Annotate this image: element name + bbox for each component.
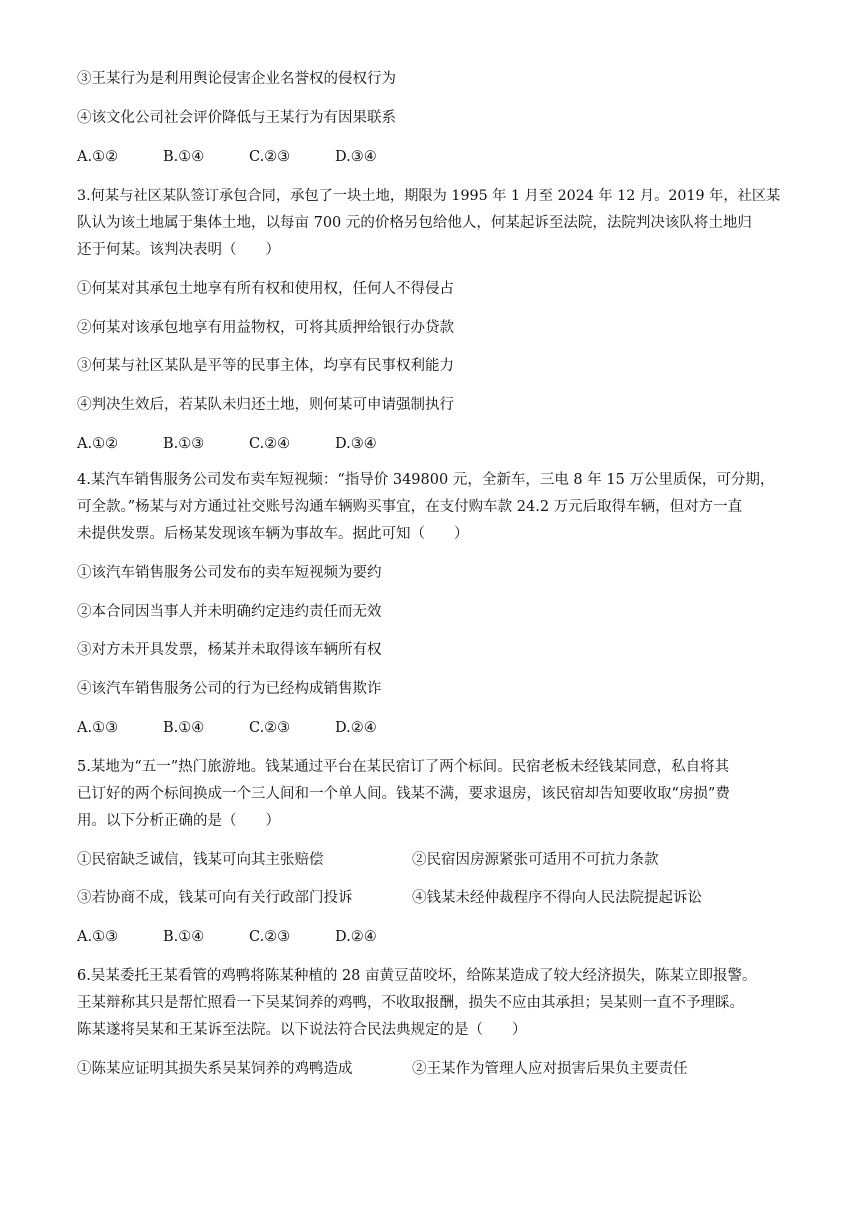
q5-choice-c: C.②③ xyxy=(249,929,291,945)
q4-choice-a: A.①③ xyxy=(77,720,119,736)
q6-stem-line-2: 王某辩称其只是帮忙照看一下吴某饲养的鸡鸭，不收取报酬，损失不应由其承担；吴某则一直不予理睬。 xyxy=(77,995,744,1011)
q2-choice-c: C.②③ xyxy=(249,149,291,165)
q3-stem-line-3: 还于何某。该判决表明（ ） xyxy=(77,242,280,258)
q6-options-row-1 xyxy=(77,1059,688,1079)
q2-option-3: ③王某行为是利用舆论侵害企业名誉权的侵权行为 xyxy=(77,71,396,87)
q2-choice-a: A.①② xyxy=(77,149,119,165)
q4-option-3: ③对方未开具发票，杨某并未取得该车辆所有权 xyxy=(77,642,382,658)
q3-choice-c: C.②④ xyxy=(249,436,291,452)
q3-choice-a: A.①② xyxy=(77,436,119,452)
q2-choice-d: D.③④ xyxy=(335,149,377,165)
q3-option-2: ②何某对该承包地享有用益物权，可将其质押给银行办贷款 xyxy=(77,320,454,336)
q5-option-1: ①民宿缺乏诚信，钱某可向其主张赔偿 xyxy=(77,852,324,868)
q3-stem-line-2: 队认为该土地属于集体土地，以每亩 700 元的价格另包给他人，何某起诉至法院，法院判决该队将土地归 xyxy=(77,215,752,231)
q5-stem-line-1: 5.某地为“五一”热门旅游地。钱某通过平台在某民宿订了两个标间。民宿老板未经钱某同意，私自将其 xyxy=(77,759,730,775)
q4-choices xyxy=(77,718,421,738)
q5-option-4: ④钱某未经仲裁程序不得向人民法院提起诉讼 xyxy=(412,890,702,906)
q2-choice-b: B.①④ xyxy=(163,149,205,165)
q5-option-2: ②民宿因房源紧张可适用不可抗力条款 xyxy=(412,852,659,868)
q6-stem-line-3: 陈某遂将吴某和王某诉至法院。以下说法符合民法典规定的是（ ） xyxy=(77,1022,527,1038)
q5-choice-a: A.①③ xyxy=(77,929,119,945)
q2-choices xyxy=(77,147,421,167)
q5-choice-b: B.①④ xyxy=(163,929,205,945)
q5-choice-d: D.②④ xyxy=(335,929,377,945)
q3-choice-d: D.③④ xyxy=(335,436,377,452)
q4-option-2: ②本合同因当事人并未明确约定违约责任而无效 xyxy=(77,604,382,620)
q4-choice-b: B.①④ xyxy=(163,720,205,736)
q5-option-3: ③若协商不成，钱某可向有关行政部门投诉 xyxy=(77,890,353,906)
q3-stem-line-1: 3.何某与社区某队签订承包合同，承包了一块土地，期限为 1995 年 1 月至 2024 年 12 月。2019 年，社区某 xyxy=(77,188,781,204)
q4-option-1: ①该汽车销售服务公司发布的卖车短视频为要约 xyxy=(77,565,382,581)
q6-stem-line-1: 6.吴某委托王某看管的鸡鸭将陈某种植的 28 亩黄豆苗咬坏，给陈某造成了较大经济损失，陈某立即报警。 xyxy=(77,968,757,984)
q4-choice-d: D.②④ xyxy=(335,720,377,736)
q3-choices xyxy=(77,434,421,454)
q5-choices xyxy=(77,927,421,947)
q6-option-2: ②王某作为管理人应对损害后果负主要责任 xyxy=(412,1061,688,1077)
q5-options-row-1 xyxy=(77,850,659,870)
q3-option-3: ③何某与社区某队是平等的民事主体，均享有民事权利能力 xyxy=(77,358,454,374)
q3-option-1: ①何某对其承包土地享有所有权和使用权，任何人不得侵占 xyxy=(77,281,454,297)
q4-option-4: ④该汽车销售服务公司的行为已经构成销售欺诈 xyxy=(77,681,382,697)
q3-choice-b: B.①③ xyxy=(163,436,205,452)
q5-options-row-2 xyxy=(77,888,702,908)
q4-stem-line-1: 4.某汽车销售服务公司发布卖车短视频：“指导价 349800 元，全新车，三电 8 年 15 万公里质保，可分期， xyxy=(77,472,775,488)
q4-stem-line-2: 可全款。”杨某与对方通过社交账号沟通车辆购买事宜，在支付购车款 24.2 万元后取得车辆，但对方一直 xyxy=(77,499,743,515)
q2-option-4: ④该文化公司社会评价降低与王某行为有因果联系 xyxy=(77,110,396,126)
q6-option-1: ①陈某应证明其损失系吴某饲养的鸡鸭造成 xyxy=(77,1061,353,1077)
q4-stem-line-3: 未提供发票。后杨某发现该车辆为事故车。据此可知（ ） xyxy=(77,526,469,542)
q3-option-4: ④判决生效后，若某队未归还土地，则何某可申请强制执行 xyxy=(77,397,454,413)
q4-choice-c: C.②③ xyxy=(249,720,291,736)
q5-stem-line-3: 用。以下分析正确的是（ ） xyxy=(77,813,280,829)
q5-stem-line-2: 已订好的两个标间换成一个三人间和一个单人间。钱某不满，要求退房，该民宿却告知要收取“房损”费 xyxy=(77,786,730,802)
